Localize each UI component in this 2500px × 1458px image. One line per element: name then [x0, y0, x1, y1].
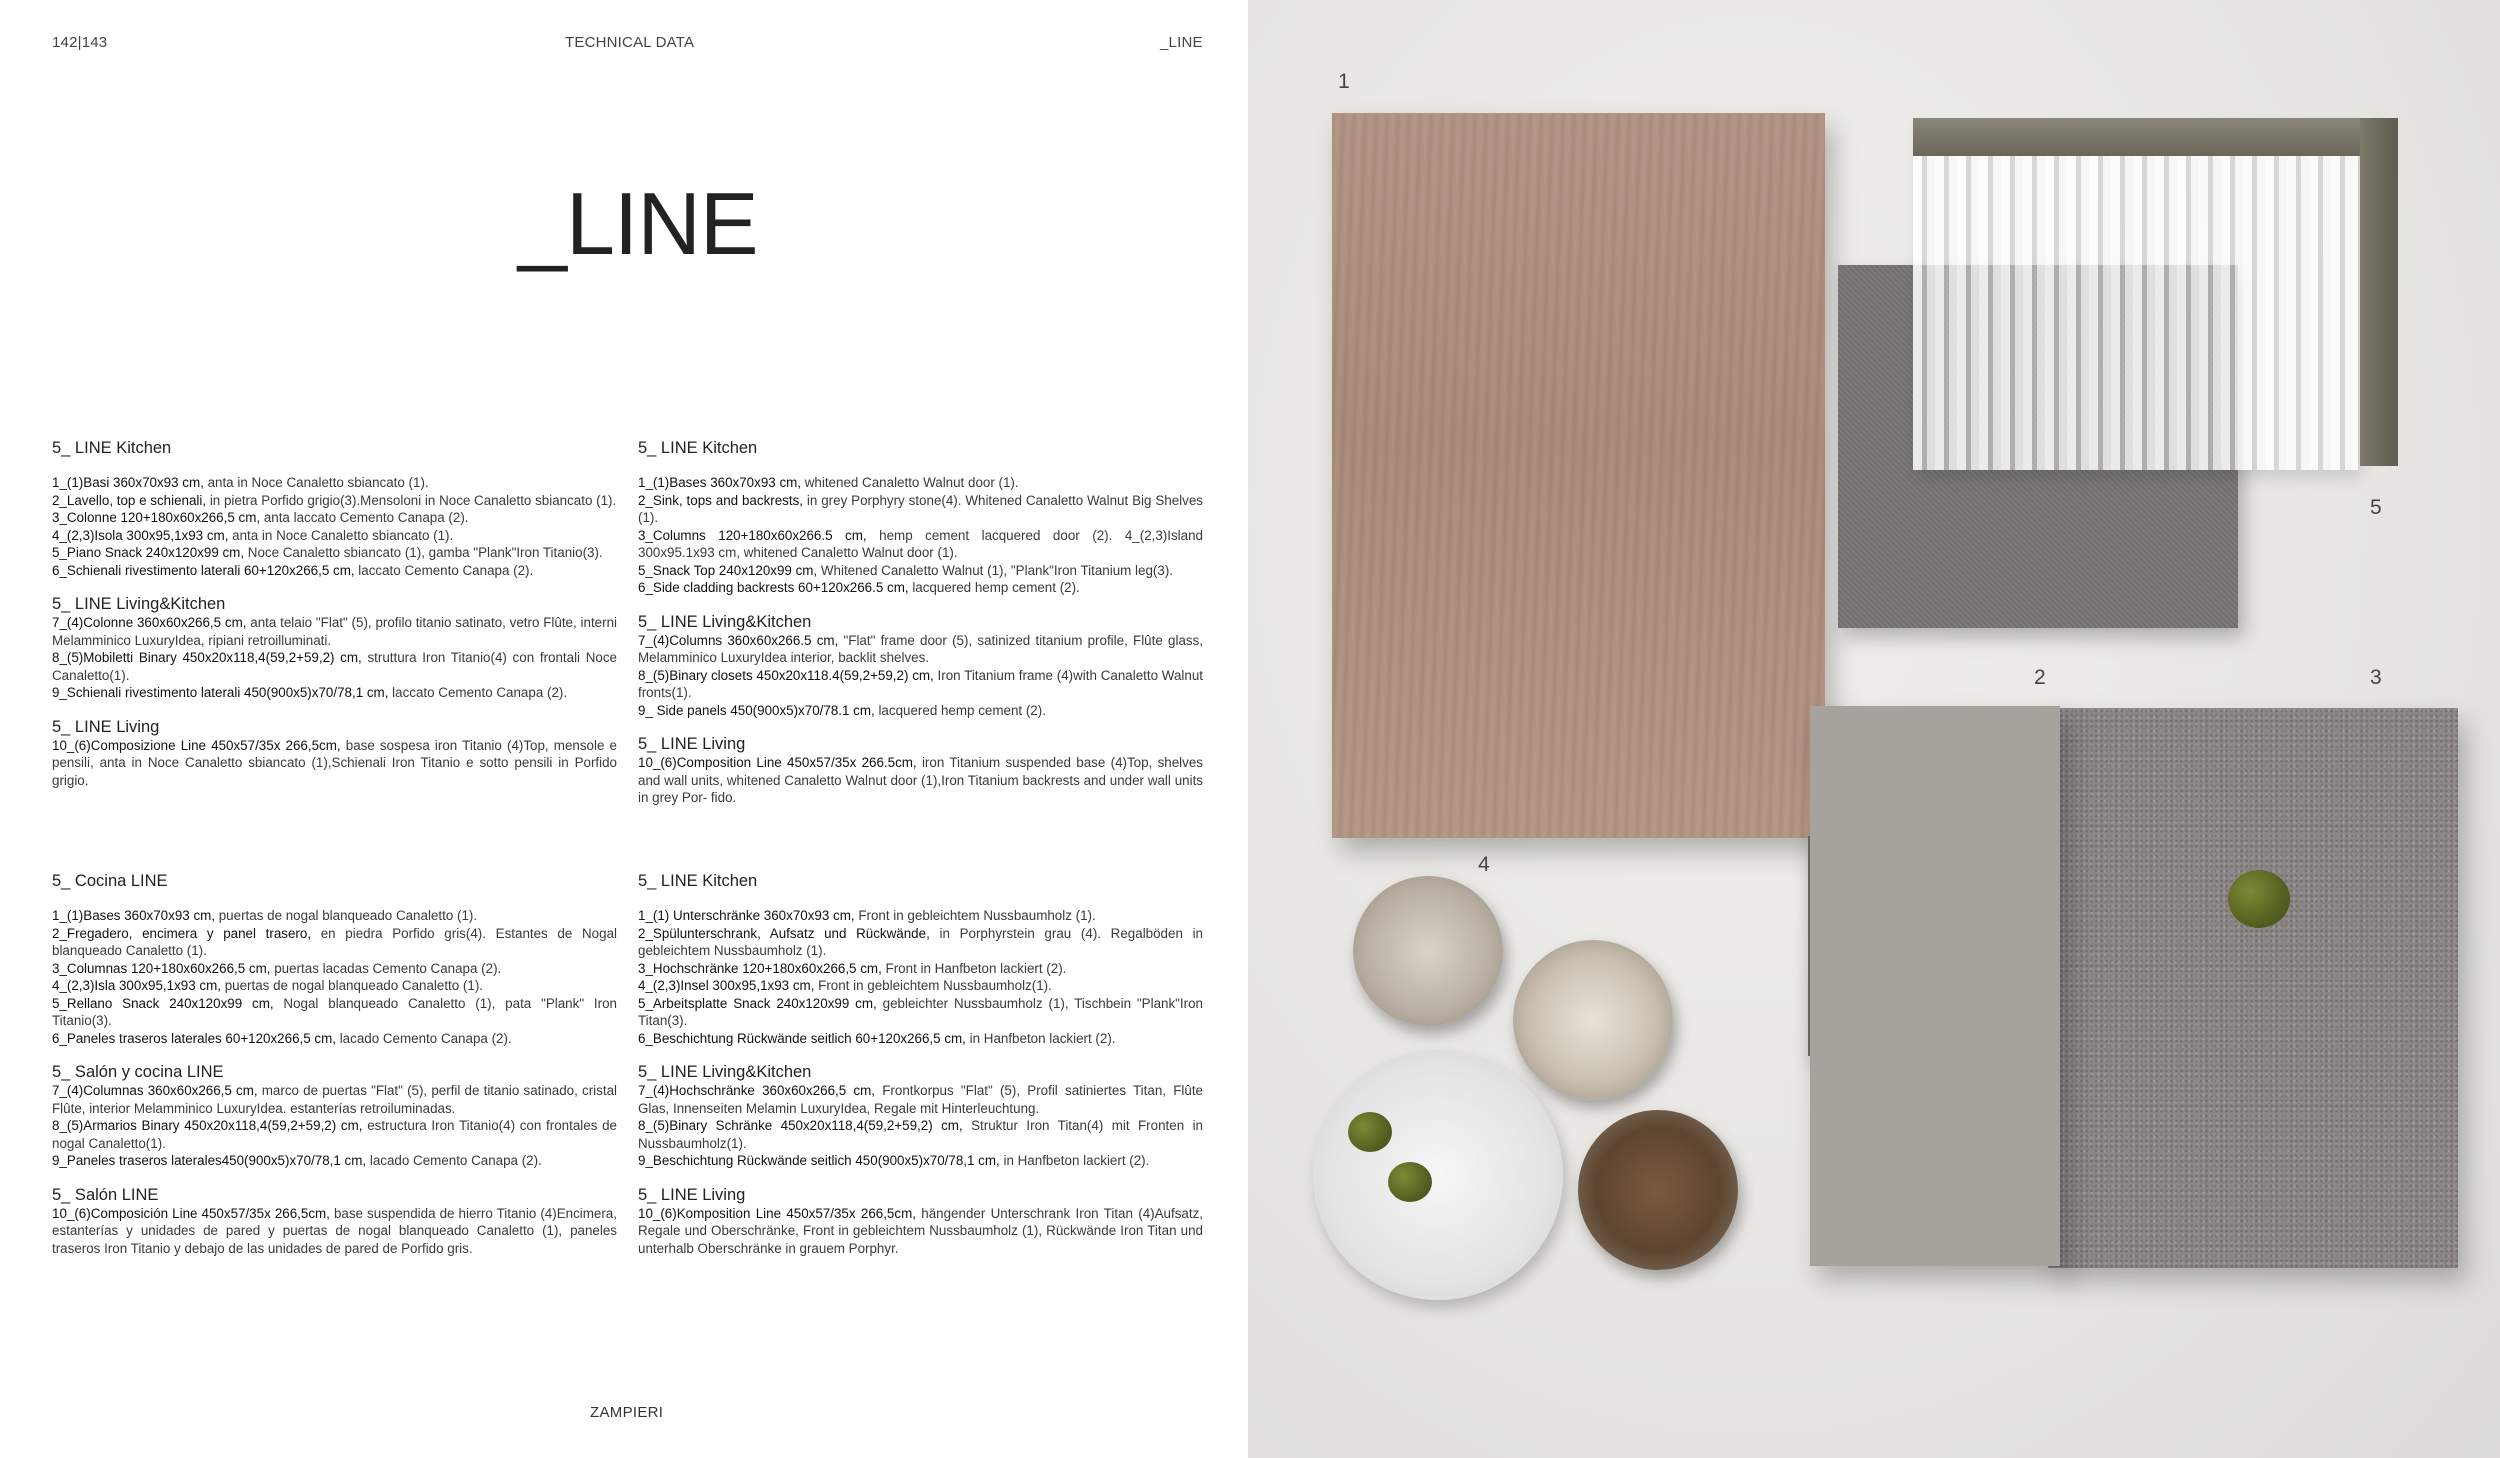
section-title: 5_ LINE Living&Kitchen — [638, 612, 812, 631]
spec-item-text: Frontkorpus "Flat" (5), Profil satiniertes Titan, Flûte Glas, Innenseiten Melamin LuxuryIdea, Regale mit Hinterleuchtung. — [638, 1083, 1203, 1116]
spec-item-label: 8_(5)Armarios Binary 450x20x118,4(59,2+59,2) cm, — [52, 1118, 363, 1133]
spec-item — [638, 1030, 1203, 1048]
spec-item — [638, 1117, 1203, 1152]
spec-item — [638, 1152, 1203, 1170]
section-title: 5_ LINE Living&Kitchen — [638, 1063, 812, 1081]
spec-item-text: Whitened Canaletto Walnut (1), "Plank"Iron Titanium leg(3). — [817, 562, 1174, 578]
spec-item-text: en piedra Porfido gris(4). Estantes de Nogal blanqueado Canaletto (1). — [52, 925, 617, 958]
section-title: 5_ Salón y cocina LINE — [52, 1063, 224, 1081]
photo-number-3: 3 — [2370, 666, 2382, 689]
spec-item — [638, 492, 1203, 527]
spec-item-text: laccato Cemento Canapa (2). — [354, 562, 534, 578]
spec-item-label: 5_Rellano Snack 240x120x99 cm, — [52, 995, 274, 1011]
spec-item-text: Front in gebleichtem Nussbaumholz (1). — [854, 908, 1096, 923]
grey-porphyry-stone-sample — [2048, 708, 2458, 1268]
spec-item-label: 8_(5)Mobiletti Binary 450x20x118,4(59,2+59,2) cm, — [52, 650, 362, 665]
spec-item-label: 3_Columnas 120+180x60x266,5 cm, — [52, 960, 271, 976]
spec-item-label: 10_(6)Composición Line 450x57/35x 266,5cm, — [52, 1205, 330, 1221]
spec-item-text: Noce Canaletto sbiancato (1), gamba "Plank"Iron Titanio(3). — [244, 545, 603, 560]
spec-item-text: estructura Iron Titanio(4) con frontales de nogal Canaletto(1). — [52, 1118, 617, 1151]
section-title: 5_ LINE Living — [638, 1185, 746, 1204]
spec-item — [52, 614, 617, 649]
spec-item-label: 3_Hochschränke 120+180x60x266,5 cm, — [638, 960, 882, 976]
spec-item — [52, 1082, 617, 1117]
spec-item-label: 7_(4)Colonne 360x60x266,5 cm, — [52, 615, 247, 630]
spec-item-label: 2_Sink, tops and backrests, — [638, 492, 804, 508]
spec-item — [638, 1082, 1203, 1117]
section-title: 5_ Salón LINE — [52, 1185, 159, 1204]
spec-item-label: 2_Spülunterschrank, Aufsatz und Rückwände, — [638, 925, 930, 941]
spec-item — [52, 925, 617, 960]
spec-item — [52, 1117, 617, 1152]
spec-item-label: 4_(2,3)Isola 300x95,1x93 cm, — [52, 527, 229, 543]
spec-item-label: 9_Schienali rivestimento laterali 450(900x5)x70/78,1 cm, — [52, 685, 389, 700]
page-title: _LINE — [518, 174, 758, 273]
spec-item-text: hemp cement lacquered door (2). 4_(2,3)Island 300x95.1x93 cm, whitened Canaletto Walnut door (1). — [638, 527, 1204, 560]
footer-brand: ZAMPIERI — [590, 1404, 664, 1421]
spec-item-text: puertas lacadas Cemento Canapa (2). — [270, 960, 502, 976]
spec-item — [638, 474, 1203, 492]
spec-item-label: 7_(4)Columnas 360x60x266,5 cm, — [52, 1083, 258, 1098]
spec-item-label: 10_(6)Composition Line 450x57/35x 266.5cm, — [638, 755, 917, 770]
spec-item-text: Iron Titanium frame (4)with Canaletto Walnut fronts(1). — [638, 667, 1203, 700]
olive — [2228, 870, 2290, 928]
section-title: 5_ LINE Kitchen — [638, 872, 758, 890]
spec-item-label: 7_(4)Hochschränke 360x60x266,5 cm, — [638, 1083, 876, 1098]
section-title: 5_ Cocina LINE — [52, 872, 168, 890]
spec-item-text: base sospesa iron Titanio (4)Top, mensole e pensili, anta in Noce Canaletto sbiancato (1),Schienali Iron Titanio e sotto pensili in Porfido grigio. — [52, 737, 617, 788]
title-gap — [638, 891, 1203, 907]
spec-item — [638, 925, 1203, 960]
spec-item-label: 6_Schienali rivestimento laterali 60+120x266,5 cm, — [52, 562, 355, 578]
column-english — [638, 438, 1203, 807]
photo-number-2: 2 — [2034, 666, 2046, 689]
olive — [1388, 1162, 1432, 1202]
spec-item — [52, 649, 617, 684]
spec-item-text: in grey Porphyry stone(4). Whitened Canaletto Walnut Big Shelves (1). — [638, 492, 1203, 525]
walnut-panel-sample — [1332, 113, 1825, 838]
spec-item-text: iron Titanium suspended base (4)Top, shelves and wall units, whitened Canaletto Walnut door (1),Iron Titanium backrests and under wall units in grey Por- fido. — [638, 755, 1203, 805]
spec-item-label: 5_Snack Top 240x120x99 cm, — [638, 562, 818, 578]
spec-item-text: in pietra Porfido grigio(3).Mensoloni in Noce Canaletto sbiancato (1). — [206, 492, 617, 508]
spec-item — [52, 907, 617, 925]
spec-item-label: 6_Side cladding backrests 60+120x266.5 cm, — [638, 580, 909, 595]
spec-item-label: 7_(4)Columns 360x60x266.5 cm, — [638, 632, 839, 648]
spec-item — [638, 1205, 1203, 1258]
spec-item — [52, 492, 617, 510]
spec-item-label: 4_(2,3)Isla 300x95,1x93 cm, — [52, 978, 221, 993]
spec-item-text: anta laccato Cemento Canapa (2). — [260, 510, 469, 525]
spec-item-label: 9_Beschichtung Rückwände seitlich 450(900x5)x70/78,1 cm, — [638, 1153, 1000, 1168]
spec-item-text: gebleichter Nussbaumholz (1), Tischbein "Plank"Iron Titan(3). — [638, 995, 1203, 1028]
column-italian — [52, 438, 617, 789]
spec-item-text: whitened Canaletto Walnut door (1). — [801, 475, 1019, 490]
spec-item — [638, 702, 1203, 720]
glass-bowl — [1313, 1050, 1563, 1300]
spec-item — [52, 474, 617, 492]
spec-item-label: 5_Arbeitsplatte Snack 240x120x99 cm, — [638, 995, 877, 1011]
spec-item-text: in Hanfbeton lackiert (2). — [965, 1030, 1116, 1046]
spec-item-text: base suspendida de hierro Titanio (4)Encimera, estanterías y unidades de pared y puertas de nogal blanqueado Canaletto (1), paneles traseros Iron Titanio y debajo de las unidades de pared de Porfido gris. — [52, 1205, 617, 1256]
spec-item — [52, 977, 617, 995]
spec-item — [52, 1152, 617, 1170]
photo-number-1: 1 — [1338, 70, 1350, 93]
titanium-frame-side — [2360, 118, 2398, 466]
title-gap — [52, 891, 617, 907]
spec-item-text: anta telaio "Flat" (5), profilo titanio satinato, vetro Flûte, interni Melamminico LuxuryIdea, ripiani retroilluminati. — [52, 615, 617, 648]
spec-item-text: laccato Cemento Canapa (2). — [388, 685, 568, 700]
section-spacer — [52, 579, 617, 594]
spec-item-text: lacado Cemento Canapa (2). — [366, 1153, 542, 1168]
section-spacer — [52, 1170, 617, 1185]
spec-item-label: 9_Paneles traseros laterales450(900x5)x70/78,1 cm, — [52, 1153, 367, 1168]
spec-item — [638, 754, 1203, 807]
spec-item-label: 2_Lavello, top e schienali, — [52, 492, 207, 508]
spec-item — [638, 562, 1203, 580]
spec-item-text: "Flat" frame door (5), satinized titanium profile, Flûte glass, Melamminico LuxuryIdea interior, backlit shelves. — [638, 632, 1204, 665]
titanium-frame-top — [1913, 118, 2398, 156]
spec-item — [638, 995, 1203, 1030]
section-title: 5_ LINE Living — [638, 735, 746, 753]
spec-item-label: 1_(1)Bases 360x70x93 cm, — [638, 475, 802, 490]
spec-item — [52, 562, 617, 580]
spec-item — [638, 960, 1203, 978]
section-title: 5_ LINE Kitchen — [638, 439, 758, 457]
section-spacer — [638, 1047, 1203, 1062]
section-spacer — [52, 702, 617, 717]
photo-number-4: 4 — [1478, 853, 1490, 876]
section-spacer — [638, 597, 1203, 612]
spec-item — [52, 1030, 617, 1048]
pistachio-bowl — [1513, 940, 1673, 1100]
line-header: _LINE — [1160, 34, 1203, 51]
spec-item-text: anta in Noce Canaletto sbiancato (1). — [228, 527, 454, 543]
spec-item-text: puertas de nogal blanqueado Canaletto (1). — [220, 978, 484, 993]
spec-item-text: Nogal blanqueado Canaletto (1), pata "Plank" Iron Titanio(3). — [52, 995, 617, 1028]
spec-item-label: 2_Fregadero, encimera y panel trasero, — [52, 925, 312, 941]
spec-item — [638, 977, 1203, 995]
title-gap — [638, 458, 1203, 474]
page-numbers: 142|143 — [52, 34, 108, 51]
spec-item-text: lacquered hemp cement (2). — [874, 702, 1046, 718]
olive — [1348, 1112, 1392, 1152]
spec-item — [52, 509, 617, 527]
section-title: 5_ LINE Living&Kitchen — [52, 595, 226, 613]
spec-item-label: 6_Beschichtung Rückwände seitlich 60+120x266,5 cm, — [638, 1030, 966, 1046]
spec-item — [52, 544, 617, 562]
column-german — [638, 871, 1203, 1257]
spec-item — [638, 667, 1203, 702]
spec-item-text: struttura Iron Titanio(4) con frontali Noce Canaletto(1). — [52, 650, 617, 683]
spec-item-label: 3_Colonne 120+180x60x266,5 cm, — [52, 510, 261, 525]
title-gap — [52, 458, 617, 474]
cashew-bowl — [1353, 876, 1503, 1026]
almond-bowl — [1578, 1110, 1738, 1270]
section-spacer — [52, 1047, 617, 1062]
spec-item-label: 5_Piano Snack 240x120x99 cm, — [52, 545, 245, 560]
spec-item-label: 4_(2,3)Insel 300x95,1x93 cm, — [638, 978, 815, 993]
spec-item-label: 3_Columns 120+180x60x266.5 cm, — [638, 527, 867, 543]
spec-item-label: 6_Paneles traseros laterales 60+120x266,5 cm, — [52, 1030, 336, 1046]
section-spacer — [638, 1170, 1203, 1185]
spec-item — [638, 579, 1203, 597]
section-title: 5_ LINE Kitchen — [52, 439, 172, 457]
spec-item — [638, 632, 1203, 667]
spec-item — [52, 1205, 617, 1258]
spec-item-text: Front in gebleichtem Nussbaumholz(1). — [814, 978, 1052, 993]
spec-item-text: lacado Cemento Canapa (2). — [335, 1030, 512, 1046]
spec-item-label: 10_(6)Composizione Line 450x57/35x 266,5cm, — [52, 737, 341, 753]
spec-item — [52, 527, 617, 545]
spec-item-label: 10_(6)Komposition Line 450x57/35x 266,5cm, — [638, 1205, 916, 1221]
spec-item-text: in Hanfbeton lackiert (2). — [999, 1153, 1150, 1168]
spec-item-label: 1_(1) Unterschränke 360x70x93 cm, — [638, 908, 855, 923]
spec-item-label: 8_(5)Binary Schränke 450x20x118,4(59,2+59,2) cm, — [638, 1118, 963, 1133]
spec-item-text: marco de puertas "Flat" (5), perfil de titanio satinado, cristal Flûte, interior Melamminico LuxuryIdea. estanterías retroiluminadas. — [52, 1083, 617, 1116]
spec-item — [638, 527, 1203, 562]
spec-item-text: in Porphyrstein grau (4). Regalböden in gebleichtem Nussbaumholz (1). — [638, 925, 1204, 958]
left-page — [0, 0, 1248, 1458]
spec-item-text: lacquered hemp cement (2). — [908, 580, 1080, 595]
section-header: TECHNICAL DATA — [565, 34, 695, 51]
section-title: 5_ LINE Living — [52, 717, 160, 736]
spec-item — [52, 960, 617, 978]
spec-item-label: 8_(5)Binary closets 450x20x118.4(59,2+59,2) cm, — [638, 667, 934, 683]
spec-item-text: anta in Noce Canaletto sbiancato (1). — [203, 475, 429, 490]
flute-glass-sample — [1913, 120, 2358, 470]
spec-item-text: puertas de nogal blanqueado Canaletto (1). — [215, 908, 478, 923]
section-spacer — [638, 719, 1203, 734]
photo-number-5: 5 — [2370, 496, 2382, 519]
spec-item — [52, 684, 617, 702]
hemp-cement-sample — [1810, 706, 2060, 1266]
column-spanish — [52, 871, 617, 1257]
spec-item — [638, 907, 1203, 925]
spec-item-label: 1_(1)Bases 360x70x93 cm, — [52, 908, 216, 923]
spec-item — [52, 737, 617, 790]
spec-item-text: Front in Hanfbeton lackiert (2). — [881, 960, 1067, 976]
spec-item-text: hängender Unterschrank Iron Titan (4)Aufsatz, Regale und Oberschränke, Front in gebleichtem Nussbaumholz (1), Rückwände Iron Titan und unterhalb Oberschränke in grauem Porphyr. — [638, 1205, 1203, 1256]
spec-item-label: 9_ Side panels 450(900x5)x70/78.1 cm, — [638, 702, 875, 718]
spec-item — [52, 995, 617, 1030]
material-photo — [1248, 0, 2500, 1458]
spec-item-text: Struktur Iron Titan(4) mit Fronten in Nussbaumholz(1). — [638, 1118, 1203, 1151]
spec-item-label: 1_(1)Basi 360x70x93 cm, — [52, 475, 204, 490]
